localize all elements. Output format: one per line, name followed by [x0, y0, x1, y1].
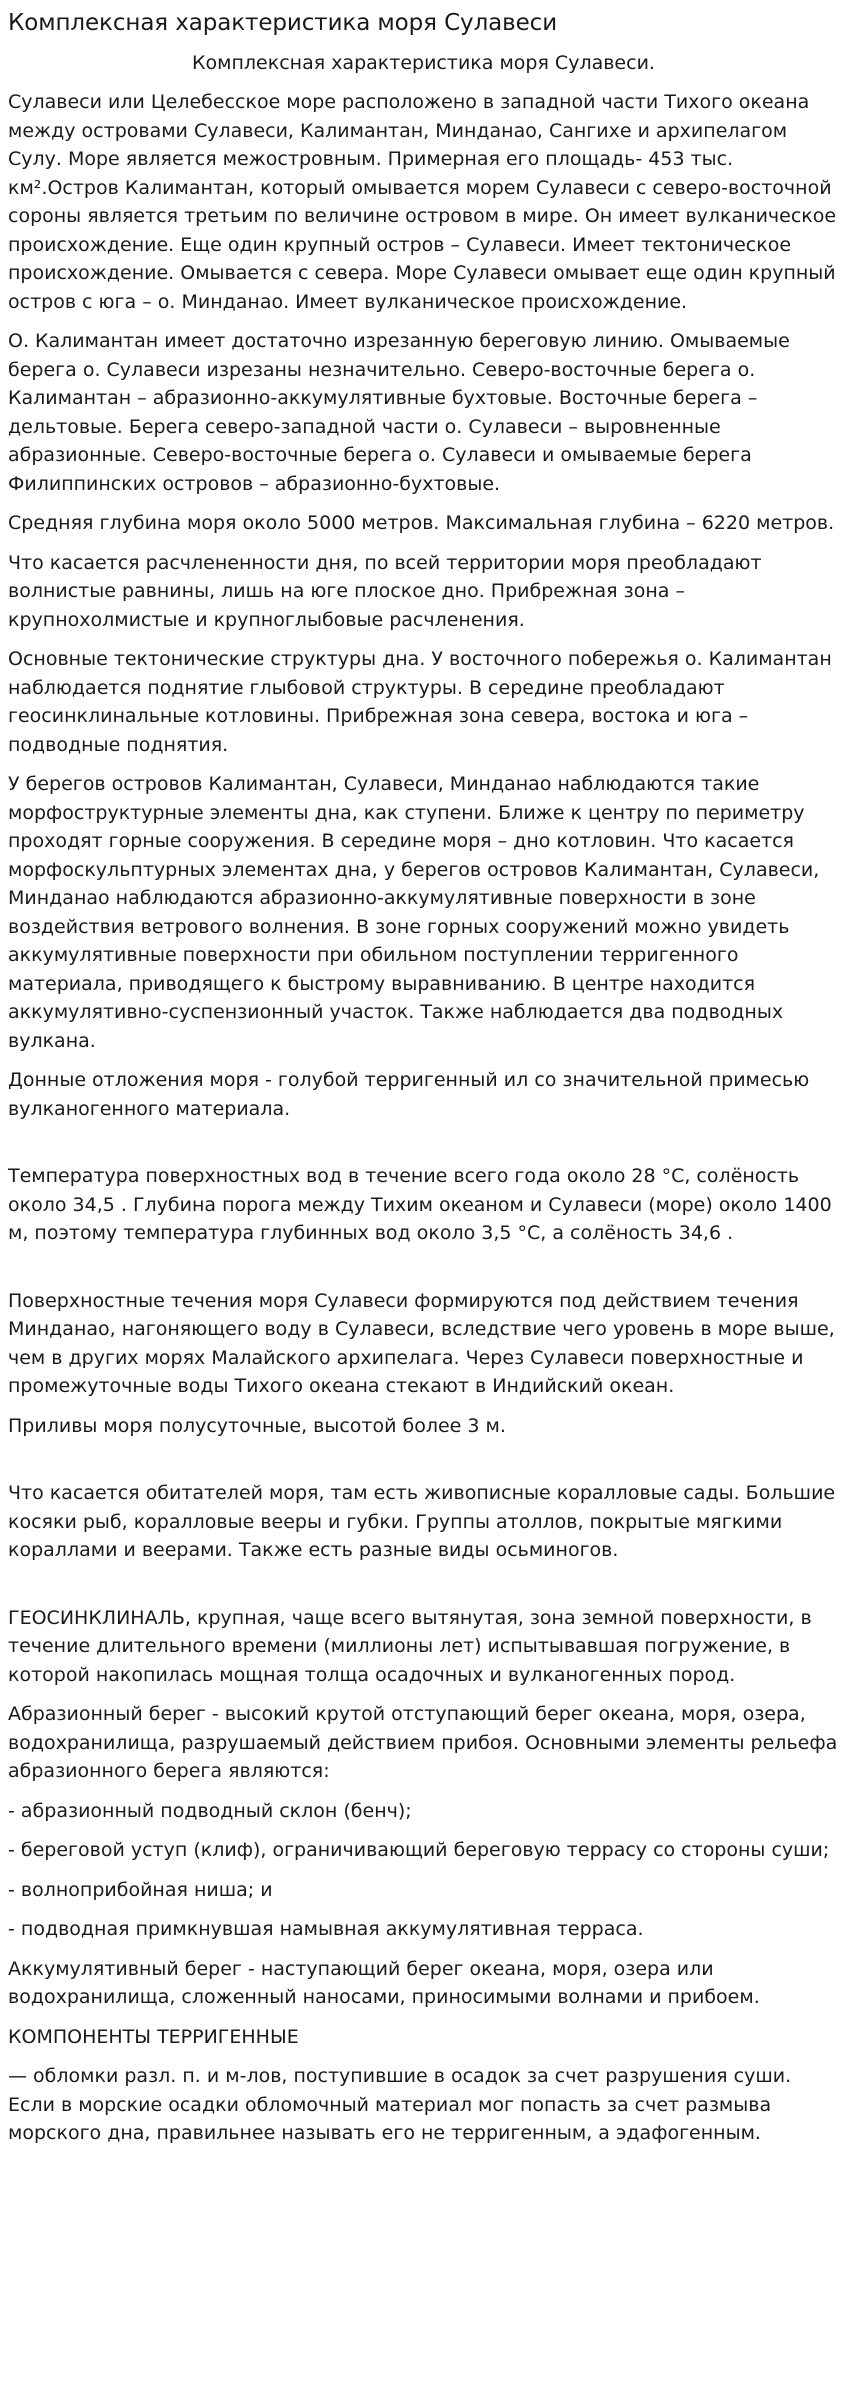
paragraph-sediments: Донные отложения моря - голубой терригенный ил со значительной примесью вулканогенного материала.: [8, 1069, 810, 1120]
paragraph-abrasion-coast: Абразионный берег - высокий крутой отступающий берег океана, моря, озера, водохранилища, разрушаемый действием прибоя. Основными элементы рельефа абразионного берега являются:: [8, 1703, 838, 1782]
list-item: - абразионный подводный склон (бенч);: [8, 1799, 412, 1822]
spacer: [8, 1259, 839, 1287]
paragraph-depth: Средняя глубина моря около 5000 метров. Максимальная глубина – 6220 метров.: [8, 512, 835, 534]
paragraph-morphostructure: У берегов островов Калимантан, Сулавеси, Минданао наблюдаются такие морфоструктурные элементы дна, как ступени. Ближе к центру по периметру проходят горные сооружения. В середине моря – дно котловин. Что касается морфоскульптурных элементах дна, у берегов островов Калимантан, Сулавеси, Минданао наблюдаются абразионно-аккумулятивные поверхности в зоне воздействия ветрового волнения. В зоне горных сооружений можно увидеть аккумулятивные поверхности при обильном поступлении терригенного материала, приводящего к быстрому выравниванию. В центре находится аккумулятивно-суспензионный участок. Также наблюдается два подводных вулкана.: [8, 773, 820, 1052]
paragraph-marine-life: Что касается обитателей моря, там есть живописные коралловые сады. Большие косяки рыб, коралловые вееры и губки. Группы атоллов, покрытые мягкими кораллами и веерами. Также есть разные виды осьминогов.: [8, 1482, 836, 1561]
paragraph-location: Сулавеси или Целебесское море расположено в западной части Тихого океана между островами Сулавеси, Калимантан, Минданао, Сангихе и архипелагом Сулу. Море является межостровным. Примерная его площадь- 453 тыс. км².Остров Калимантан, который омывается морем Сулавеси с северо-восточной сороны является третьим по величине островом в мире. Он имеет вулканическое происхождение. Еще один крупный остров – Сулавеси. Имеет тектоническое происхождение. Омывается с севера. Море Сулавеси омывает еще один крупный остров с юга – о. Минданао. Имеет вулканическое происхождение.: [8, 91, 837, 313]
paragraph-geosyncline: ГЕОСИНКЛИНАЛЬ, крупная, чаще всего вытянутая, зона земной поверхности, в течение длительного времени (миллионы лет) испытывавшая погружение, в которой накопилась мощная толща осадочных и вулканогенных пород.: [8, 1606, 812, 1686]
spacer: [8, 1134, 839, 1162]
list-item: - волноприбойная ниша; и: [8, 1878, 273, 1901]
spacer: [8, 1576, 839, 1604]
spacer: [8, 1451, 839, 1479]
article-subtitle: Комплексная характеристика моря Сулавеси.: [192, 52, 655, 74]
paragraph-coastline: О. Калимантан имеет достаточно изрезанную береговую линию. Омываемые берега о. Сулавеси изрезаны незначительно. Северо-восточные берега о. Калимантан – абразионно-аккумулятивные бухтовые. Восточные берега – дельтовые. Берега северо-западной части о. Сулавеси – выровненные абразионные. Северо-восточные берега о. Сулавеси и омываемые берега Филиппинских островов – абразионно-бухтовые.: [8, 330, 790, 495]
paragraph-accumulative-coast: Аккумулятивный берег - наступающий берег океана, моря, озера или водохранилища, сложенный наносами, приносимыми волнами и прибоем.: [8, 1957, 760, 2008]
paragraph-relief: Что касается расчлененности дня, по всей территории моря преобладают волнистые равнины, лишь на юге плоское дно. Прибрежная зона – крупнохолмистые и крупноглыбовые расчленения.: [8, 551, 762, 631]
paragraph-tides: Приливы моря полусуточные, высотой более 3 м.: [8, 1414, 506, 1437]
list-item: - подводная примкнувшая намывная аккумулятивная терраса.: [8, 1918, 644, 1940]
paragraph-temperature: Температура поверхностных вод в течение всего года около 28 °C, солёность около 34,5 . Глубина порога между Тихим океаном и Сулавеси (море) около 1400 м, поэтому температура глубинных вод около 3,5 °C, а солёность 34,6 .: [8, 1165, 832, 1244]
page-title: Комплексная характеристика моря Сулавеси: [8, 10, 558, 36]
list-item: - береговой уступ (клиф), ограничивающий береговую террасу со стороны суши;: [8, 1839, 830, 1861]
paragraph-currents: Поверхностные течения моря Сулавеси формируются под действием течения Минданао, нагоняющего воду в Сулавеси, вследствие чего уровень в море выше, чем в других морях Малайского архипелага. Через Сулавеси поверхностные и промежуточные воды Тихого океана стекают в Индийский океан.: [8, 1289, 835, 1397]
paragraph-terrigenous: — обломки разл. п. и м-лов, поступившие в осадок за счет разрушения суши. Если в морские осадки обломочный материал мог попасть за счет размыва морского дна, правильнее называть его не терригенным, а эдафогенным.: [8, 2065, 792, 2144]
section-heading: КОМПОНЕНТЫ ТЕРРИГЕННЫЕ: [8, 2025, 299, 2048]
paragraph-tectonics: Основные тектонические структуры дна. У восточного побережья о. Калимантан наблюдается поднятие глыбовой структуры. В середине преобладают геосинклинальные котловины. Прибрежная зона севера, востока и юга – подводные поднятия.: [8, 648, 832, 756]
